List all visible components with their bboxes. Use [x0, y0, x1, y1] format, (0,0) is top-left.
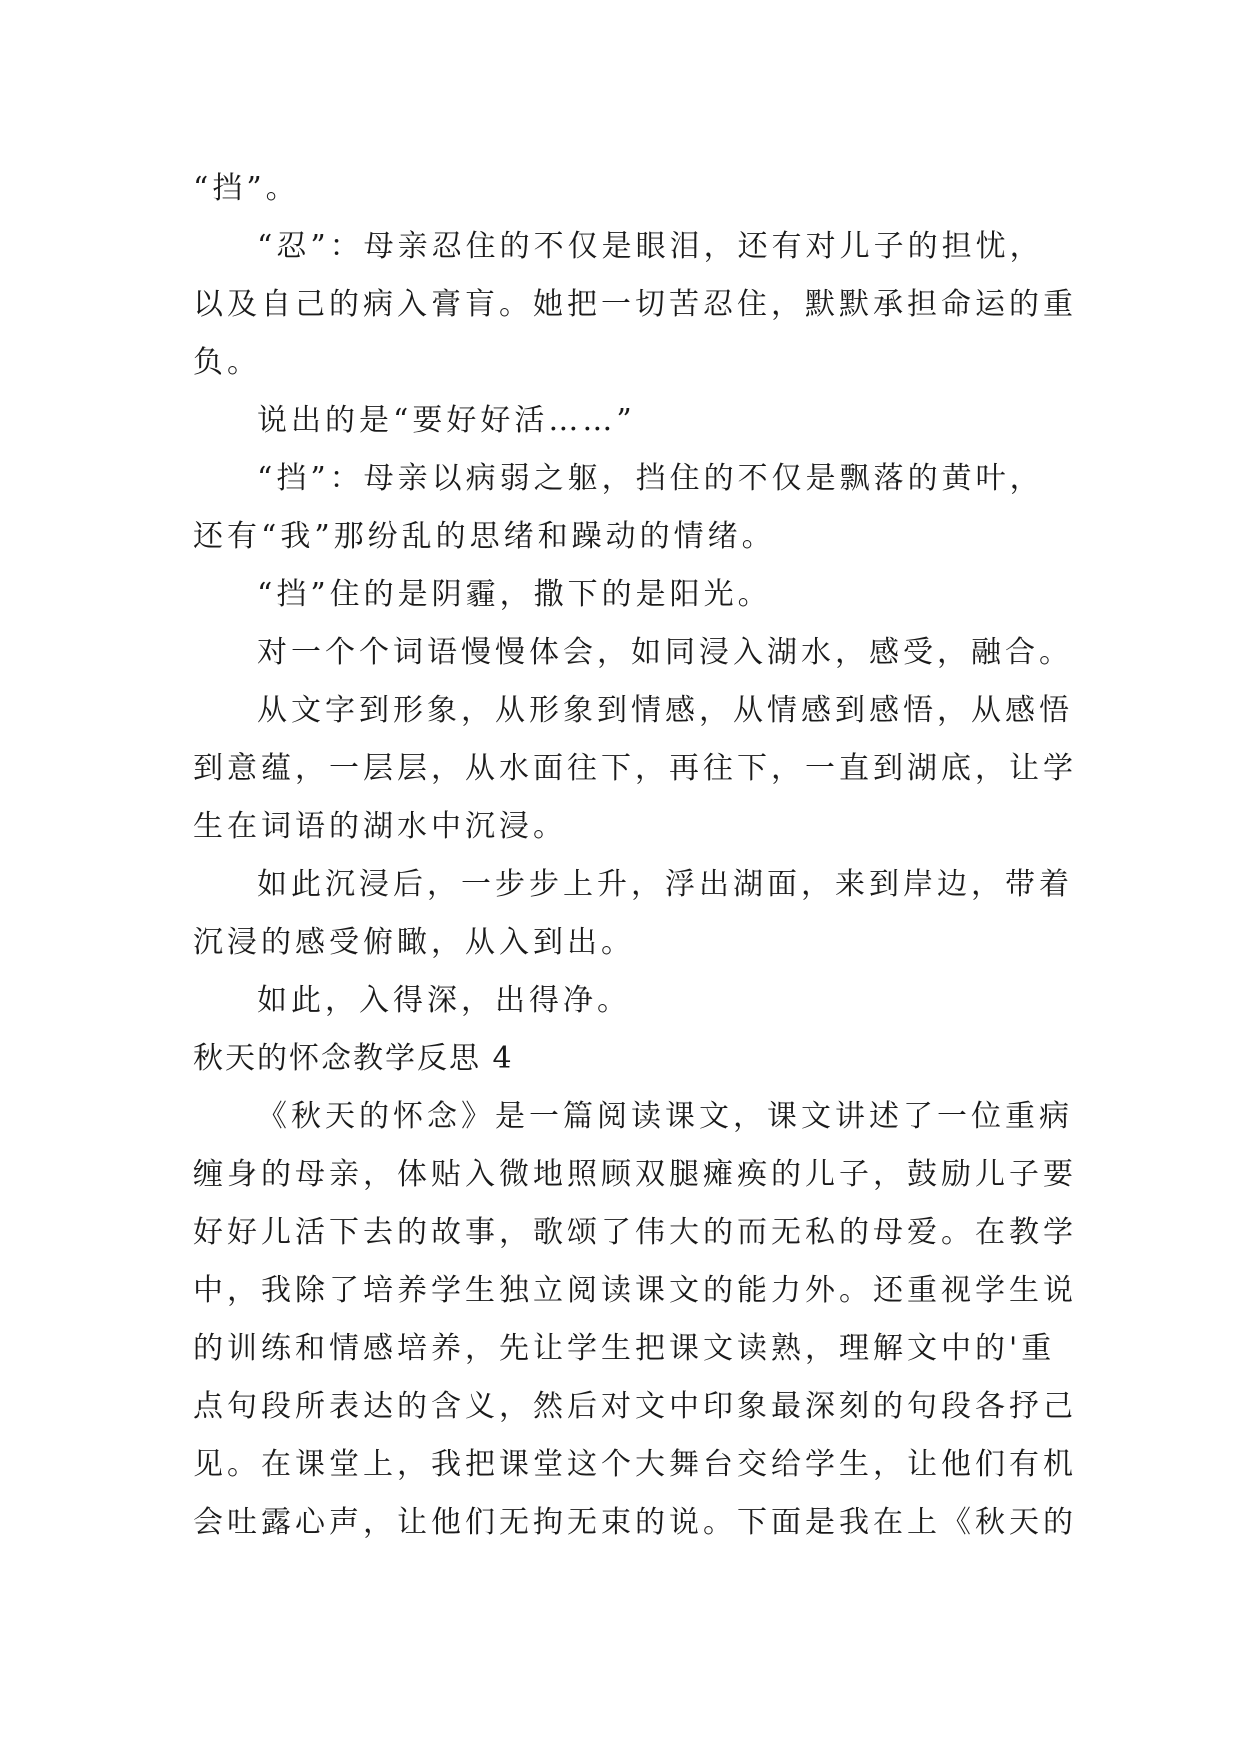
text-line: 如此沉浸后，一步步上升，浮出湖面，来到岸边，带着: [257, 867, 1073, 902]
text-line: 生在词语的湖水中沉浸。: [193, 809, 567, 844]
text-line: “挡”住的是阴霾，撒下的是阳光。: [257, 577, 772, 612]
text-line: “挡”。: [193, 171, 300, 206]
text-line: 的训练和情感培养，先让学生把课文读熟，理解文中的'重: [193, 1331, 1056, 1366]
section-heading: 秋天的怀念教学反思 4: [193, 1041, 514, 1076]
text-line: 中，我除了培养学生独立阅读课文的能力外。还重视学生说: [193, 1273, 1077, 1308]
text-line: 见。在课堂上，我把课堂这个大舞台交给学生，让他们有机: [193, 1447, 1077, 1482]
text-line: 说出的是“要好好活……”: [257, 403, 636, 438]
text-line: 还有“我”那纷乱的思绪和躁动的情绪。: [193, 519, 776, 554]
document-body: [193, 160, 1077, 1552]
text-line: 对一个个词语慢慢体会，如同浸入湖水，感受，融合。: [257, 635, 1073, 670]
text-line: 如此，入得深，出得净。: [257, 983, 631, 1018]
text-line: 缠身的母亲，体贴入微地照顾双腿瘫痪的儿子，鼓励儿子要: [193, 1157, 1077, 1192]
text-line: 会吐露心声，让他们无拘无束的说。下面是我在上《秋天的: [193, 1505, 1077, 1540]
text-line: 到意蕴，一层层，从水面往下，再往下，一直到湖底，让学: [193, 751, 1077, 786]
text-line: 《秋天的怀念》是一篇阅读课文，课文讲述了一位重病: [257, 1099, 1073, 1134]
text-line: “忍”：母亲忍住的不仅是眼泪，还有对儿子的担忧，: [257, 229, 1044, 264]
text-line: 从文字到形象，从形象到情感，从情感到感悟，从感悟: [257, 693, 1073, 728]
text-line: “挡”：母亲以病弱之躯，挡住的不仅是飘落的黄叶，: [257, 461, 1044, 496]
text-line: 以及自己的病入膏肓。她把一切苦忍住，默默承担命运的重: [193, 287, 1077, 322]
text-line: 好好儿活下去的故事，歌颂了伟大的而无私的母爱。在教学: [193, 1215, 1077, 1250]
text-line: 沉浸的感受俯瞰，从入到出。: [193, 925, 635, 960]
text-line: 负。: [193, 345, 261, 380]
text-line: 点句段所表达的含义，然后对文中印象最深刻的句段各抒己: [193, 1389, 1077, 1424]
